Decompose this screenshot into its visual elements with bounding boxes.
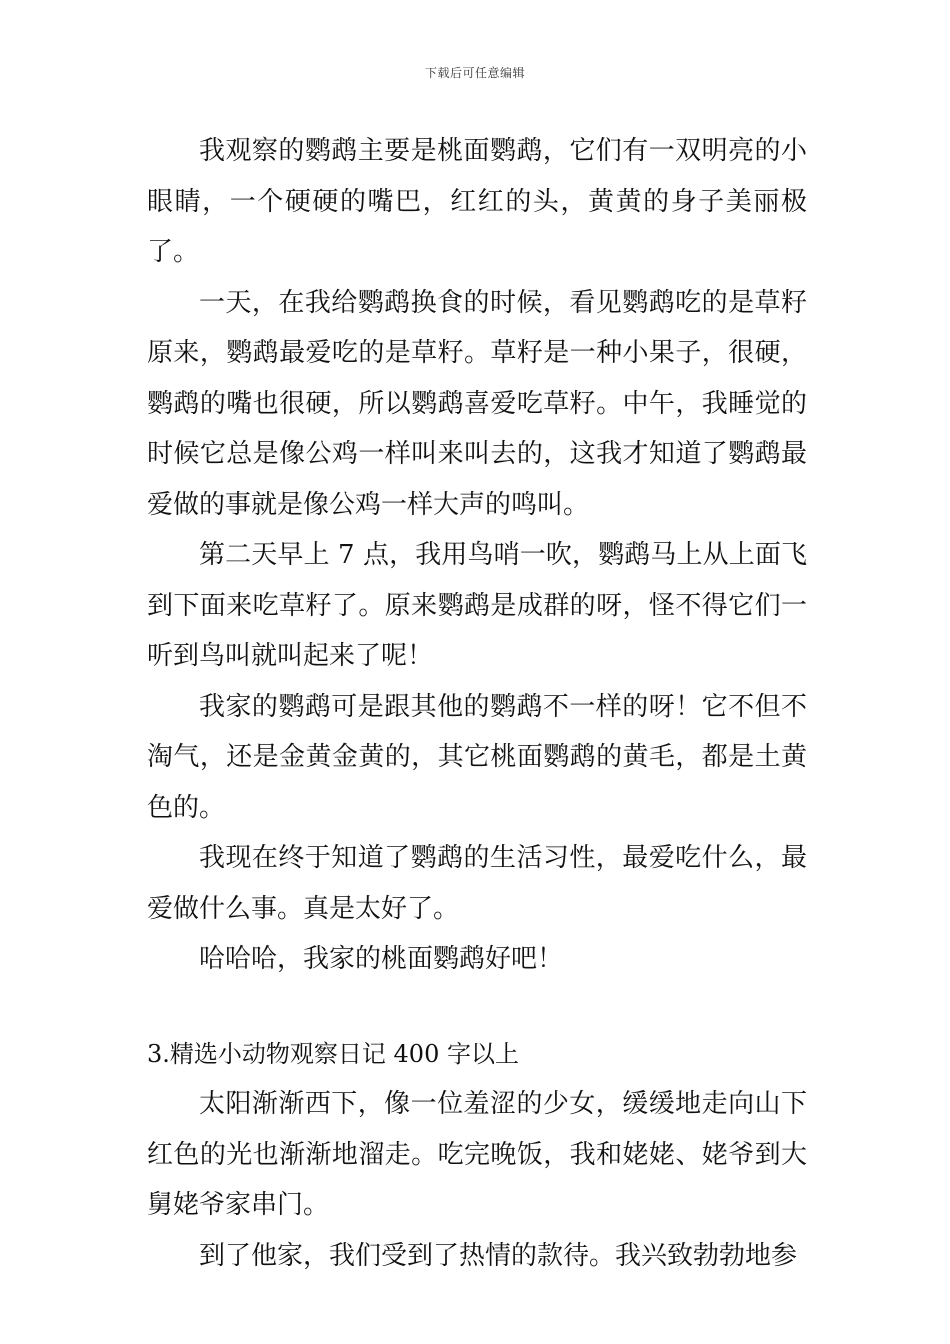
paragraph: 一天，在我给鹦鹉换食的时候，看见鹦鹉吃的是草籽原来，鹦鹉最爱吃的是草籽。草籽是一种小果子，很硬，鹦鹉的嘴也很硬，所以鹦鹉喜爱吃草籽。中午，我睡觉的时候它总是像公鸡一样叫来叫去的，这我才知道了鹦鹉最爱做的事就是像公鸡一样大声的鸣叫。 bbox=[147, 287, 807, 520]
page-header: 下载后可任意编辑 bbox=[424, 66, 525, 80]
paragraph: 到了他家，我们受到了热情的款待。我兴致勃勃地参 bbox=[199, 1240, 798, 1271]
paragraph: 我家的鹦鹉可是跟其他的鹦鹉不一样的呀！它不但不淘气，还是金黄金黄的，其它桃面鹦鹉的黄毛，都是土黄色的。 bbox=[147, 691, 807, 823]
section-title: 3.精选小动物观察日记 400 字以上 bbox=[147, 1039, 519, 1068]
paragraph: 太阳渐渐西下，像一位羞涩的少女，缓缓地走向山下红色的光也渐渐地溜走。吃完晚饭，我和姥姥、姥爷到大舅姥爷家串门。 bbox=[147, 1089, 807, 1220]
document-body bbox=[147, 126, 807, 1281]
paragraph: 哈哈哈，我家的桃面鹦鹉好吧！ bbox=[199, 944, 564, 974]
paragraph: 第二天早上 7 点，我用鸟哨一吹，鹦鹉马上从上面飞到下面来吃草籽了。原来鹦鹉是成群的呀，怪不得它们一听到鸟叫就叫起来了呢！ bbox=[147, 540, 807, 671]
paragraph: 我现在终于知道了鹦鹉的生活习性，最爱吃什么，最爱做什么事。真是太好了。 bbox=[147, 843, 807, 924]
paragraph: 我观察的鹦鹉主要是桃面鹦鹉，它们有一双明亮的小眼睛，一个硬硬的嘴巴，红红的头，黄黄的身子美丽极了。 bbox=[147, 136, 807, 267]
section-spacer bbox=[147, 985, 807, 1029]
